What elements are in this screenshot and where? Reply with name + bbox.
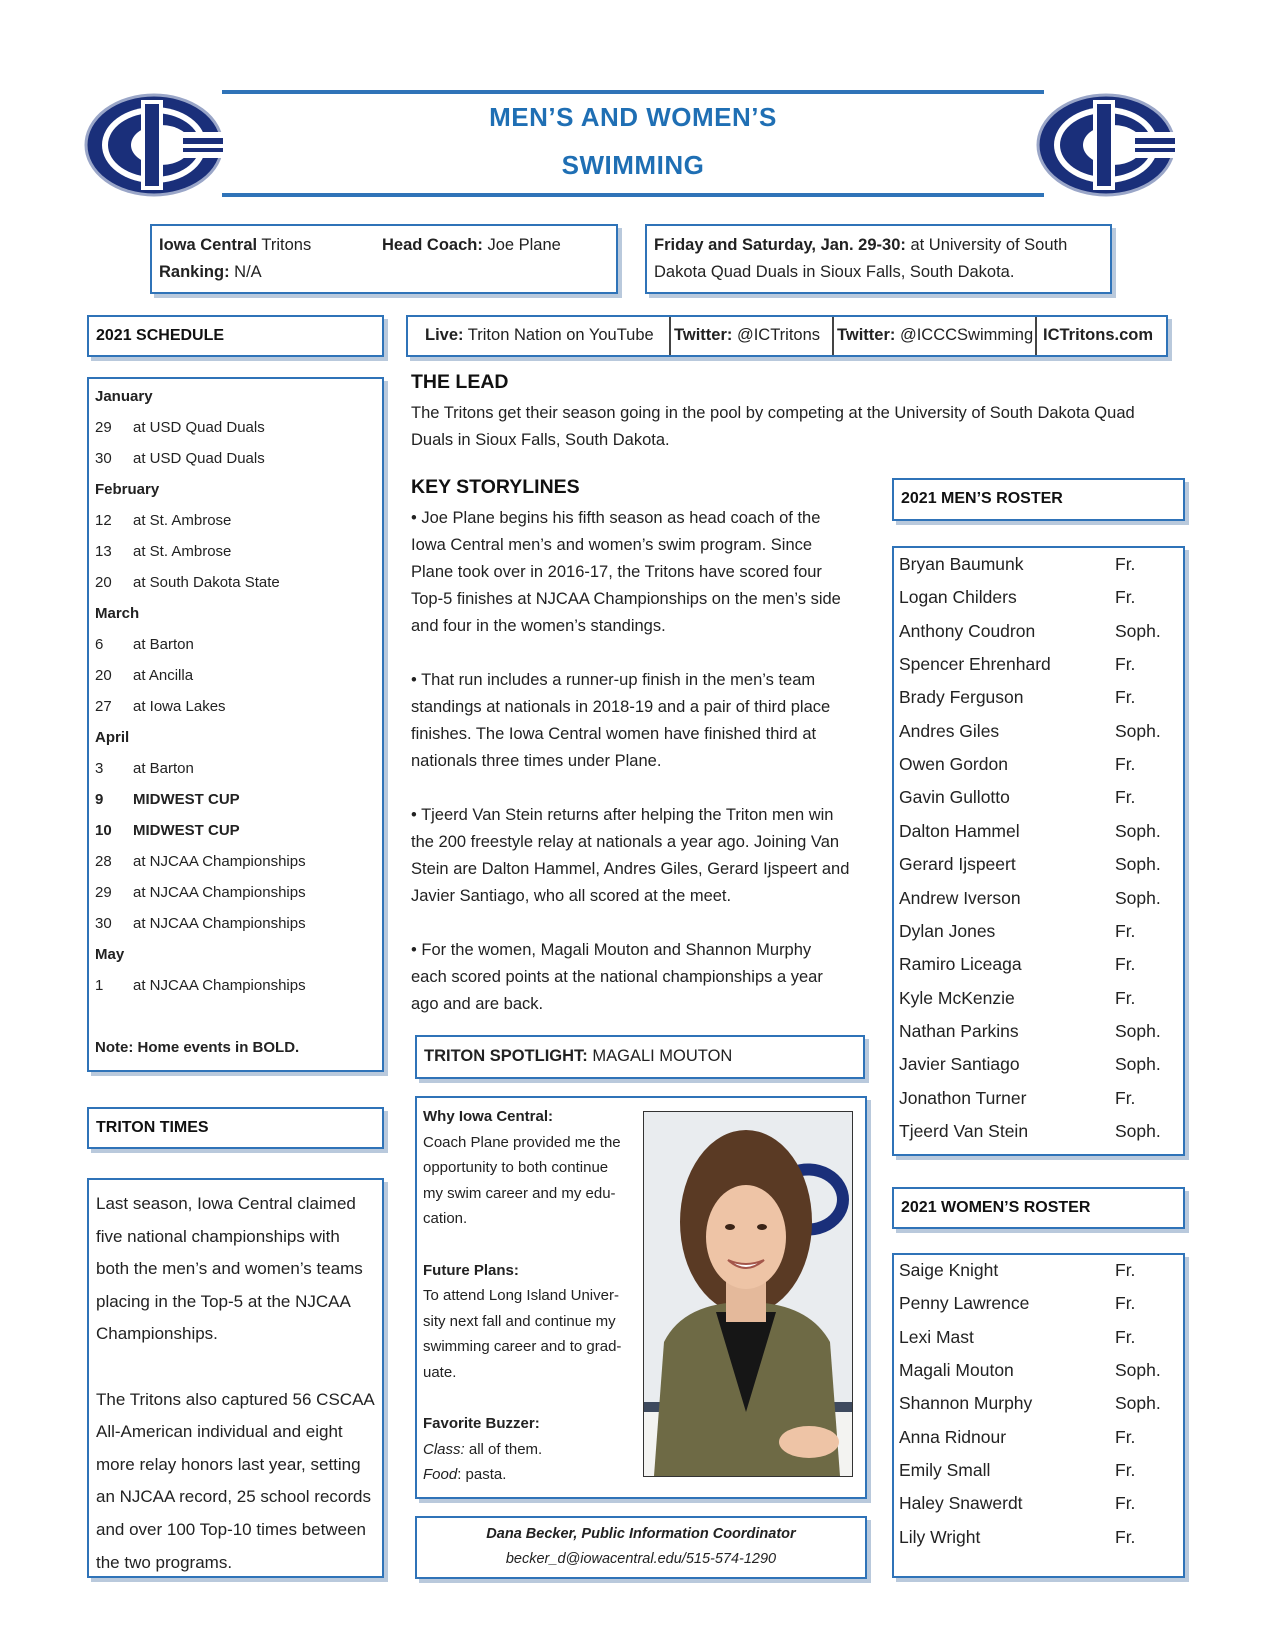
- roster-row: [899, 1526, 1136, 1548]
- player-year: Fr.: [1115, 587, 1136, 608]
- schedule-row-home: 10 MIDWEST CUP: [95, 822, 240, 839]
- player-name: Bryan Baumunk: [899, 554, 1024, 574]
- roster-row: [899, 1426, 1136, 1448]
- roster-row: [899, 687, 1136, 708]
- player-year: Fr.: [1115, 754, 1136, 775]
- player-name: Logan Childers: [899, 587, 1017, 608]
- contact-name: Dana Becker, Public Information Coordinator: [486, 1526, 796, 1542]
- roster-row: [899, 1493, 1136, 1514]
- roster-row: [899, 1293, 1136, 1314]
- roster-row: [899, 1087, 1136, 1109]
- ic-logo-icon: [83, 92, 225, 198]
- player-year: Fr.: [1115, 654, 1136, 675]
- month-february: February: [95, 481, 160, 498]
- triton-times-box: [87, 1178, 384, 1578]
- roster-row: [899, 1393, 1161, 1414]
- schedule-row: 28 at NJCAA Championships: [95, 853, 306, 870]
- player-name: Shannon Murphy: [899, 1393, 1033, 1414]
- roster-row: [899, 620, 1161, 642]
- roster-row: [899, 887, 1161, 909]
- ranking: Ranking: N/A: [159, 263, 262, 281]
- player-year: Fr.: [1115, 1460, 1136, 1481]
- player-year: Soph.: [1115, 1393, 1161, 1414]
- schedule-row: 1 at NJCAA Championships: [95, 977, 306, 994]
- roster-row: [899, 1460, 1136, 1481]
- website-link[interactable]: ICTritons.com: [1043, 326, 1154, 344]
- player-year: Fr.: [1115, 1326, 1136, 1347]
- title-bottom-rule: [222, 193, 1044, 197]
- player-year: Soph.: [1115, 620, 1161, 641]
- player-name: Kyle McKenzie: [899, 987, 1015, 1008]
- page-title-line1: MEN’S AND WOMEN’S: [489, 102, 777, 132]
- player-name: Penny Lawrence: [899, 1293, 1030, 1314]
- player-name: Spencer Ehrenhard: [899, 654, 1051, 675]
- event-location-line: Dakota Quad Duals in Sioux Falls, South Dakota.: [654, 263, 1015, 281]
- player-name: Andres Giles: [899, 720, 1000, 741]
- live-stream-link[interactable]: Live: Triton Nation on YouTube: [425, 326, 654, 344]
- player-name: Owen Gordon: [899, 754, 1008, 775]
- schedule-row: 20 at South Dakota State: [95, 574, 280, 591]
- player-year: Soph.: [1115, 1360, 1161, 1381]
- schedule-row: 20 at Ancilla: [95, 667, 194, 684]
- roster-row: [899, 720, 1161, 742]
- player-year: Fr.: [1115, 687, 1136, 708]
- month-march: March: [95, 605, 140, 622]
- player-year: Fr.: [1115, 1087, 1136, 1108]
- title-top-rule: [222, 90, 1044, 94]
- roster-row: [899, 587, 1136, 608]
- ic-logo-icon: [1035, 92, 1177, 198]
- triton-times-header-box: [87, 1107, 384, 1149]
- player-name: Magali Mouton: [899, 1360, 1014, 1381]
- mens-roster-title: 2021 MEN’S ROSTER: [901, 490, 1063, 507]
- player-name: Jonathon Turner: [899, 1087, 1027, 1108]
- schedule-row: 13 at St. Ambrose: [95, 543, 232, 560]
- player-name: Ramiro Liceaga: [899, 954, 1022, 975]
- roster-row: [899, 754, 1136, 775]
- player-year: Fr.: [1115, 987, 1136, 1008]
- roster-row: [899, 1054, 1161, 1075]
- roster-row: [899, 820, 1161, 842]
- schedule-header-box: [87, 315, 384, 357]
- player-name: Brady Ferguson: [899, 687, 1024, 708]
- player-name: Tjeerd Van Stein: [899, 1120, 1029, 1141]
- player-year: Fr.: [1115, 554, 1136, 574]
- triton-times-title: TRITON TIMES: [96, 1119, 209, 1136]
- event-date-line: Friday and Saturday, Jan. 29-30: at University of South: [654, 236, 1068, 254]
- player-year: Fr.: [1115, 1526, 1136, 1547]
- roster-row: [899, 787, 1136, 808]
- team-name: Iowa Central Tritons: [159, 236, 312, 254]
- player-year: Fr.: [1115, 920, 1136, 941]
- lead-title: THE LEAD: [411, 371, 509, 393]
- womens-roster-title: 2021 WOMEN’S ROSTER: [901, 1199, 1091, 1216]
- player-name: Gavin Gullotto: [899, 787, 1010, 808]
- roster-row: [899, 954, 1136, 975]
- schedule-row: 29 at NJCAA Championships: [95, 884, 306, 901]
- roster-row: [899, 654, 1136, 675]
- player-name: Nathan Parkins: [899, 1020, 1019, 1041]
- roster-row: [899, 987, 1136, 1009]
- roster-row: [899, 920, 1136, 942]
- player-name: Dalton Hammel: [899, 820, 1020, 841]
- player-year: Fr.: [1115, 787, 1136, 808]
- head-coach: Head Coach: Joe Plane: [382, 236, 561, 254]
- player-year: Soph.: [1115, 1054, 1161, 1075]
- roster-row: [899, 1260, 1136, 1281]
- player-name: Emily Small: [899, 1460, 991, 1481]
- spotlight-header-box: [415, 1035, 865, 1079]
- spotlight-text: Why Iowa Central: Coach Plane provided me the opportunity to both continue my swim career and my edu- cation. Future Plans: To attend Long Island Univer- sity next fall and continue my swimming career and to grad- uate. Favorite Buzzer: Class: all of them. Food: pasta.: [423, 1108, 622, 1484]
- schedule-row: 29 at USD Quad Duals: [95, 419, 265, 436]
- player-name: Haley Snawerdt: [899, 1493, 1023, 1514]
- player-name: Javier Santiago: [899, 1054, 1020, 1075]
- player-name: Lexi Mast: [899, 1326, 974, 1347]
- team-info-box: [150, 224, 618, 294]
- player-year: Fr.: [1115, 1293, 1136, 1314]
- month-may: May: [95, 946, 125, 963]
- player-name: Anna Ridnour: [899, 1426, 1007, 1447]
- mens-roster-header-box: [892, 478, 1185, 521]
- player-name: Lily Wright: [899, 1526, 981, 1547]
- roster-row: [899, 554, 1136, 575]
- schedule-note: Note: Home events in BOLD.: [95, 1039, 300, 1056]
- storylines-text: • Joe Plane begins his fifth season as head coach of the Iowa Central men’s and women’s swim program. Since Plane took over in 2016-17, the Tritons have scored four Top-5 finishes at NJCAA Championships on the men’s side and four in the women’s standings. • That run includes a runner-up finish in the men’s team standings at nationals in 2018-19 and a pair of third place finishes. The Iowa Central women have finished third at nationals three times under Plane. • Tjeerd Van Stein returns after helping the Triton men win the 200 freestyle relay at nationals a year ago. Joining Van Stein are Dalton Hammel, Andres Giles, Gerard Ijspeert and Javier Santiago, who all scored at the meet. • For the women, Magali Mouton and Shannon Murphy each scored points at the national championships a year ago and are back.: [411, 509, 850, 1013]
- page-title-line2: SWIMMING: [561, 150, 705, 180]
- schedule-row-home: 9 MIDWEST CUP: [95, 791, 240, 808]
- player-name: Anthony Coudron: [899, 620, 1036, 641]
- player-year: Soph.: [1115, 720, 1161, 741]
- player-year: Soph.: [1115, 854, 1161, 875]
- twitter-tritons-link[interactable]: Twitter: @ICTritons: [674, 326, 821, 344]
- player-name: Andrew Iverson: [899, 887, 1021, 908]
- schedule-row: 27 at Iowa Lakes: [95, 698, 226, 715]
- roster-row: [899, 1120, 1161, 1142]
- month-january: January: [95, 388, 153, 405]
- schedule-row: 6 at Barton: [95, 636, 194, 653]
- contact-box: [415, 1516, 867, 1579]
- storylines-title: KEY STORYLINES: [411, 476, 580, 498]
- player-year: Fr.: [1115, 954, 1136, 975]
- schedule-row: 12 at St. Ambrose: [95, 512, 232, 529]
- player-year: Fr.: [1115, 1260, 1136, 1280]
- player-year: Soph.: [1115, 820, 1161, 841]
- schedule-row: 30 at USD Quad Duals: [95, 450, 265, 467]
- athlete-photo-icon: [643, 1111, 853, 1477]
- roster-row: [899, 1326, 1136, 1348]
- player-year: Soph.: [1115, 887, 1161, 908]
- lead-text: The Tritons get their season going in the pool by competing at the University of South Dakota Quad Duals in Sioux Falls, South Dakota.: [411, 404, 1135, 449]
- roster-row: [899, 1020, 1161, 1042]
- player-year: Soph.: [1115, 1020, 1161, 1041]
- player-year: Soph.: [1115, 1120, 1161, 1141]
- player-year: Fr.: [1115, 1426, 1136, 1447]
- player-name: Dylan Jones: [899, 920, 996, 941]
- month-april: April: [95, 729, 130, 746]
- roster-row: [899, 854, 1161, 875]
- triton-times-text: Last season, Iowa Central claimed five national championships with both the men’s and women’s teams placing in the Top-5 at the NJCAA Championships. The Tritons also captured 56 CSCAA All-American individual and eight more relay honors last year, setting an NJCAA record, 25 school records and over 100 Top-10 times between the two programs.: [96, 1194, 375, 1572]
- player-name: Gerard Ijspeert: [899, 854, 1016, 875]
- spotlight-title: TRITON SPOTLIGHT: MAGALI MOUTON: [424, 1047, 733, 1065]
- player-year: Fr.: [1115, 1493, 1136, 1514]
- media-divider: [1035, 317, 1037, 355]
- event-info-box: [645, 224, 1112, 294]
- media-divider: [832, 317, 834, 355]
- womens-roster-header-box: [892, 1187, 1185, 1229]
- schedule-row: 30 at NJCAA Championships: [95, 915, 306, 932]
- media-bar: [406, 315, 1168, 357]
- schedule-title: 2021 SCHEDULE: [96, 327, 225, 344]
- player-name: Saige Knight: [899, 1260, 999, 1280]
- roster-row: [899, 1360, 1161, 1381]
- spotlight-box: [415, 1096, 867, 1499]
- contact-email-phone[interactable]: becker_d@iowacentral.edu/515-574-1290: [505, 1551, 777, 1567]
- schedule-row: 3 at Barton: [95, 760, 194, 777]
- media-divider: [669, 317, 671, 355]
- twitter-swimming-link[interactable]: Twitter: @ICCCSwimming: [837, 326, 1034, 344]
